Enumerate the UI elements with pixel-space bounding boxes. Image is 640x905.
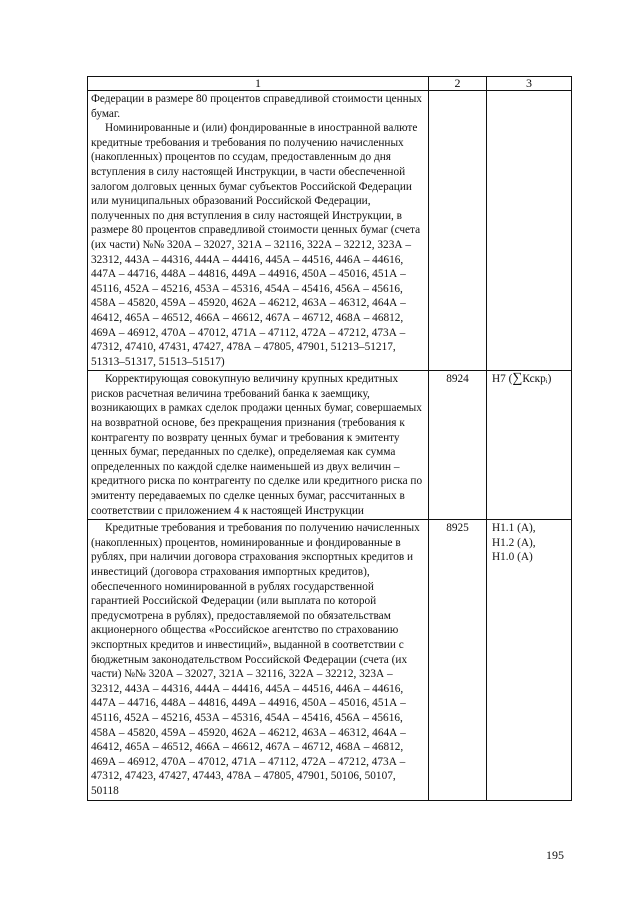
document-table bbox=[87, 76, 572, 801]
norm-line: Н1.2 (А), bbox=[492, 536, 536, 549]
norm-prefix: Н7 ( bbox=[492, 373, 513, 386]
table-row bbox=[88, 91, 572, 371]
description-paragraph: Кредитные требования и требования по получению начисленных (накопленных) процентов, номинированные и фондированные в рублях, при наличии договора страхования экспортных кредитов и инвестиций (договора страхования импортных кредитов), обеспеченного номинированной в рублях государственной гарантией Российской Федерации (или выплата по которой предусмотрена в рублях), предоставляемой по обязательствам акционерного общества «Российское агентство по страхованию экспортных кредитов и инвестиций», выданной в соответствии с бюджетным законодательством Российской Федерации (счета (их части) №№ 320А – 32027, 321А – 32116, 322А – 32212, 323А – 32312, 443А – 44316, 444А – 44416, 445А – 44516, 446А – 44616, 447А – 44716, 448А – 44816, 449А – 44916, 450А – 45016, 451А – 45116, 452А – 45216, 453А – 45316, 454А – 45416, 456А – 45616, 458А – 45820, 459А – 45920, 462А – 46212, 463А – 46312, 464А – 46412, 465А – 46512, 466А – 46612, 467А – 46712, 468А – 46812, 469А – 46912, 470А – 47012, 471А – 47112, 472А – 47212, 473А – 47312, 47423, 47427, 47443, 478А – 47805, 47901, 50106, 50107, 50118 bbox=[91, 522, 420, 797]
table-header-row bbox=[88, 77, 572, 91]
norm-cell bbox=[487, 91, 572, 371]
description-paragraph: Номинированные и (или) фондированные в иностранной валюте кредитные требования и требования по получению начисленных (накопленных) процентов по ссудам, предоставленным до дня вступления в силу настоящей Инструкции, в части обеспеченной залогом долговых ценных бумаг субъектов Российской Федерации или муниципальных образований Российской Федерации, полученных по дня вступления в силу настоящей Инструкции, в размере 80 процентов справедливой стоимости ценных бумаг (счета (их части) №№ 320А – 32027, 321А – 32116, 322А – 32212, 323А – 32312, 443А – 44316, 444А – 44416, 445А – 44516, 446А – 44616, 447А – 44716, 448А – 44816, 449А – 44916, 450А – 45016, 451А – 45116, 452А – 45216, 453А – 45316, 454А – 45416, 456А – 45616, 458А – 45820, 459А – 45920, 462А – 46212, 463А – 46312, 464А – 46412, 465А – 46512, 466А – 46612, 467А – 46712, 468А – 46812, 469А – 46912, 470А – 47012, 471А – 47112, 472А – 47212, 473А – 47312, 47410, 47431, 47427, 478А – 47805, 47901, 51213–51217, 51313–51317, 51513–51517) bbox=[91, 122, 421, 368]
code-cell: 8925 bbox=[429, 520, 487, 800]
norm-line: Н1.1 (А), bbox=[492, 522, 536, 535]
norm-line: Н1.0 (А) bbox=[492, 551, 533, 564]
table-row bbox=[88, 520, 572, 800]
description-paragraph: Корректирующая совокупную величину крупных кредитных рисков расчетная величина требований банка к заемщику, возникающих в рамках сделок продажи ценных бумаг, совершаемых на возвратной основе, без прекращения признания (требования к контрагенту по возврату ценных бумаг и требования к эмитенту ценных бумаг, переданных по сделке), определяемая как сумма определенных по каждой сделке наименьшей из двух величин – кредитного риска по контрагенту по сделке или кредитного риска по эмитенту передаваемых по сделке ценных бумаг, рассчитанных в соответствии с приложением 4 к настоящей Инструкции bbox=[91, 373, 423, 517]
code-cell bbox=[429, 91, 487, 371]
norm-cell bbox=[487, 371, 572, 520]
norm-cell bbox=[487, 520, 572, 800]
table-row bbox=[88, 371, 572, 520]
norm-suffix: Кскрᵢ) bbox=[522, 373, 552, 386]
column-header-1: 1 bbox=[88, 77, 429, 91]
column-header-3: 3 bbox=[487, 77, 572, 91]
page-number: 195 bbox=[546, 848, 564, 862]
column-header-2: 2 bbox=[429, 77, 487, 91]
description-paragraph: Федерации в размере 80 процентов справедливой стоимости ценных бумаг. bbox=[91, 93, 422, 120]
description-cell bbox=[88, 520, 429, 800]
description-cell bbox=[88, 371, 429, 520]
code-cell: 8924 bbox=[429, 371, 487, 520]
description-cell bbox=[88, 91, 429, 371]
sum-symbol: ∑ bbox=[512, 371, 523, 387]
